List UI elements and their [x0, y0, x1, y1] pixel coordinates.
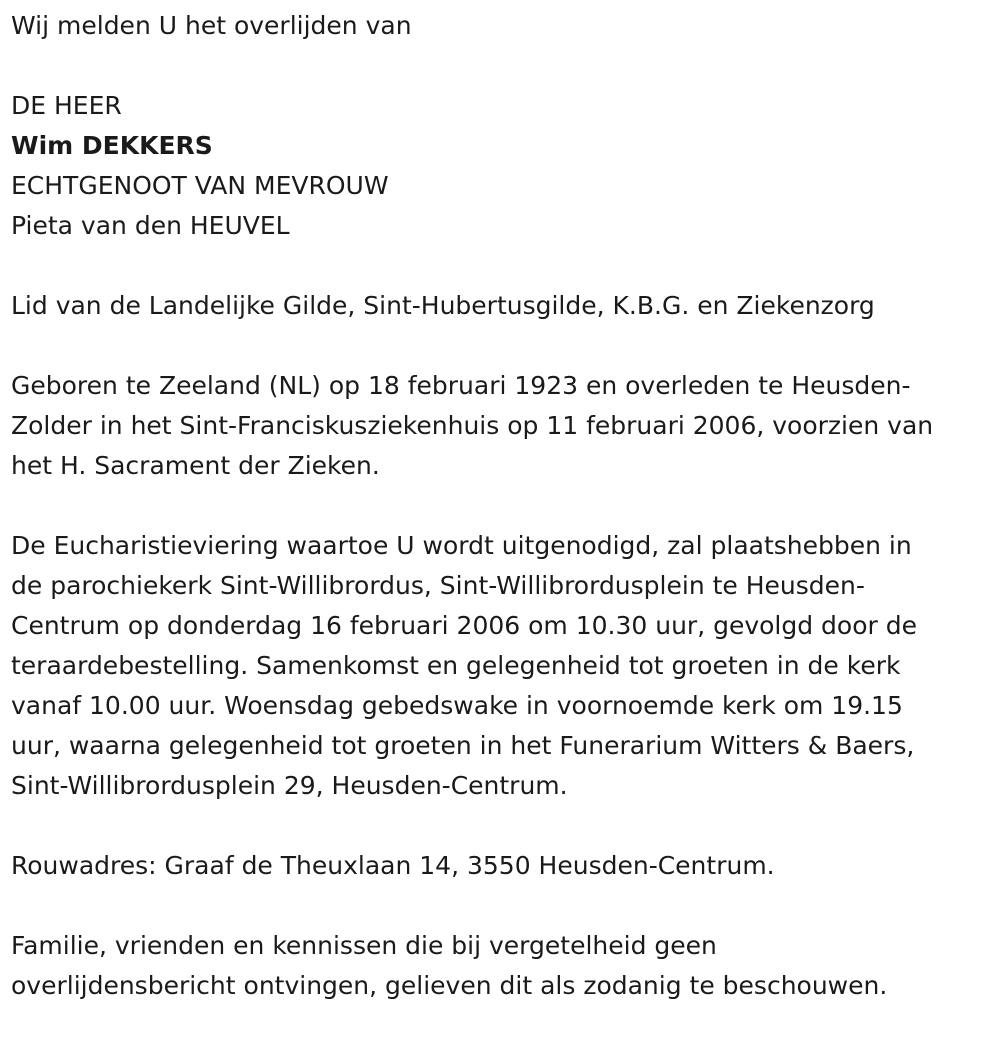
death-notice: [11, 6, 986, 1006]
title-prefix: DE HEER: [11, 91, 122, 120]
mourning-address: Rouwadres: Graaf de Theuxlaan 14, 3550 Heusden-Centrum.: [11, 851, 775, 880]
memberships-text: Lid van de Landelijke Gilde, Sint-Hubertusgilde, K.B.G. en Ziekenzorg: [11, 291, 875, 320]
spacer: [11, 886, 986, 926]
spacer: [11, 326, 986, 366]
deceased-name: Wim DEKKERS: [11, 131, 213, 160]
spacer: [11, 806, 986, 846]
birth-death-paragraph: Geboren te Zeeland (NL) op 18 februari 1923 en overleden te Heusden- Zolder in het Sint-Franciskusziekenhuis op 11 februari 2006, voorzien van het H. Sacrament der Zieken.: [11, 371, 934, 480]
spouse-label: ECHTGENOOT VAN MEVROUW: [11, 171, 389, 200]
spacer: [11, 486, 986, 526]
intro-text: Wij melden U het overlijden van: [11, 11, 412, 40]
spouse-name: Pieta van den HEUVEL: [11, 211, 290, 240]
closing-paragraph: Familie, vrienden en kennissen die bij vergetelheid geen overlijdensbericht ontvingen, gelieven dit als zodanig te beschouwen.: [11, 931, 888, 1000]
spacer: [11, 46, 986, 86]
spacer: [11, 246, 986, 286]
ceremony-paragraph: De Eucharistieviering waartoe U wordt uitgenodigd, zal plaatshebben in de parochiekerk Sint-Willibrordus, Sint-Willibrordusplein te Heusden- Centrum op donderdag 16 februari 2006 om 10.30 uur, gevolgd door de teraardebestelling. Samenkomst en gelegenheid tot groeten in de kerk vanaf 10.00 uur. Woensdag gebedswake in voornoemde kerk om 19.15 uur, waarna gelegenheid tot groeten in het Funerarium Witters & Baers, Sint-Willibrordusplein 29, Heusden-Centrum.: [11, 531, 917, 800]
